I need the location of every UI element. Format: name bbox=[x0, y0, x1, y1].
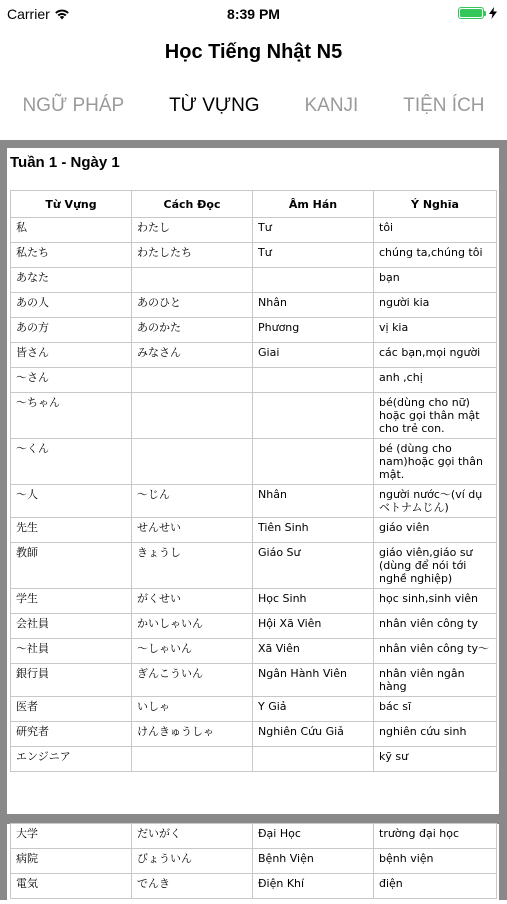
charging-icon bbox=[489, 7, 497, 19]
table-row bbox=[11, 664, 497, 697]
table-cell: 会社員 bbox=[11, 614, 132, 639]
column-header: Ý Nghĩa bbox=[374, 191, 497, 218]
table-cell: きょうし bbox=[132, 543, 253, 589]
table-cell bbox=[253, 393, 374, 439]
status-bar bbox=[0, 0, 507, 28]
table-row bbox=[11, 874, 497, 899]
table-cell: 研究者 bbox=[11, 722, 132, 747]
tab-utilities[interactable]: TIỆN ÍCH bbox=[403, 95, 485, 116]
table-row bbox=[11, 518, 497, 543]
table-cell: ～ちゃん bbox=[11, 393, 132, 439]
table-cell: bạn bbox=[374, 268, 497, 293]
table-cell: Hội Xã Viên bbox=[253, 614, 374, 639]
table-cell: ～しゃいん bbox=[132, 639, 253, 664]
table-cell: giáo viên bbox=[374, 518, 497, 543]
table-cell: ～さん bbox=[11, 368, 132, 393]
table-cell: Y Giả bbox=[253, 697, 374, 722]
table-cell: あのかた bbox=[132, 318, 253, 343]
table-row bbox=[11, 639, 497, 664]
carrier-label: Carrier bbox=[7, 6, 50, 22]
table-cell: 皆さん bbox=[11, 343, 132, 368]
table-header-row bbox=[11, 191, 497, 218]
table-cell: あの人 bbox=[11, 293, 132, 318]
table-cell: わたし bbox=[132, 218, 253, 243]
table-cell: わたしたち bbox=[132, 243, 253, 268]
table-row bbox=[11, 485, 497, 518]
vocabulary-table-continued bbox=[10, 823, 497, 899]
table-cell: tôi bbox=[374, 218, 497, 243]
table-row bbox=[11, 439, 497, 485]
table-cell: điện bbox=[374, 874, 497, 899]
table-cell: エンジニア bbox=[11, 747, 132, 772]
table-cell bbox=[253, 439, 374, 485]
tab-vocabulary[interactable]: TỪ VỰNG bbox=[169, 95, 260, 116]
table-cell: びょういん bbox=[132, 849, 253, 874]
column-header: Cách Đọc bbox=[132, 191, 253, 218]
table-cell: Đại Học bbox=[253, 824, 374, 849]
table-cell: nhân viên công ty bbox=[374, 614, 497, 639]
table-cell: giáo viên,giáo sư (dùng để nói tới nghề nghiệp) bbox=[374, 543, 497, 589]
table-cell: Giai bbox=[253, 343, 374, 368]
table-cell bbox=[253, 268, 374, 293]
lesson-heading: Tuần 1 - Ngày 1 bbox=[10, 154, 120, 171]
table-cell: Điện Khí bbox=[253, 874, 374, 899]
table-cell: Xã Viên bbox=[253, 639, 374, 664]
table-cell bbox=[253, 368, 374, 393]
table-cell: だいがく bbox=[132, 824, 253, 849]
table-cell: các bạn,mọi người bbox=[374, 343, 497, 368]
table-row bbox=[11, 849, 497, 874]
table-cell: でんき bbox=[132, 874, 253, 899]
column-header: Từ Vựng bbox=[11, 191, 132, 218]
table-cell: trường đại học bbox=[374, 824, 497, 849]
table-cell: bé(dùng cho nữ) hoặc gọi thân mật cho trẻ con. bbox=[374, 393, 497, 439]
battery bbox=[458, 7, 497, 19]
table-row bbox=[11, 722, 497, 747]
table-cell: Nhân bbox=[253, 293, 374, 318]
table-cell: 医者 bbox=[11, 697, 132, 722]
table-cell: anh ,chị bbox=[374, 368, 497, 393]
document-page bbox=[7, 148, 499, 814]
table-cell: がくせい bbox=[132, 589, 253, 614]
table-row bbox=[11, 243, 497, 268]
table-cell: いしゃ bbox=[132, 697, 253, 722]
table-cell: Nhân bbox=[253, 485, 374, 518]
table-cell: bé (dùng cho nam)hoặc gọi thân mật. bbox=[374, 439, 497, 485]
table-cell: vị kia bbox=[374, 318, 497, 343]
table-row bbox=[11, 268, 497, 293]
table-cell: けんきゅうしゃ bbox=[132, 722, 253, 747]
table-row bbox=[11, 614, 497, 639]
table-cell: あのひと bbox=[132, 293, 253, 318]
table-cell: みなさん bbox=[132, 343, 253, 368]
table-cell: Tiên Sinh bbox=[253, 518, 374, 543]
tab-bar bbox=[0, 76, 507, 136]
table-cell: 先生 bbox=[11, 518, 132, 543]
table-cell: học sinh,sinh viên bbox=[374, 589, 497, 614]
column-header: Âm Hán bbox=[253, 191, 374, 218]
table-cell: 病院 bbox=[11, 849, 132, 874]
vocabulary-table bbox=[10, 190, 497, 772]
table-cell: nhân viên công ty～ bbox=[374, 639, 497, 664]
table-row bbox=[11, 218, 497, 243]
table-cell: あなた bbox=[11, 268, 132, 293]
table-cell: bác sĩ bbox=[374, 697, 497, 722]
table-cell: ～くん bbox=[11, 439, 132, 485]
table-row bbox=[11, 589, 497, 614]
table-row bbox=[11, 824, 497, 849]
table-row bbox=[11, 543, 497, 589]
table-cell: せんせい bbox=[132, 518, 253, 543]
table-cell: Giáo Sư bbox=[253, 543, 374, 589]
table-cell: 大学 bbox=[11, 824, 132, 849]
table-cell: あの方 bbox=[11, 318, 132, 343]
table-cell bbox=[132, 368, 253, 393]
table-cell: 私たち bbox=[11, 243, 132, 268]
table-cell bbox=[132, 393, 253, 439]
table-row bbox=[11, 747, 497, 772]
table-cell: 学生 bbox=[11, 589, 132, 614]
app-title: Học Tiếng Nhật N5 bbox=[164, 41, 343, 63]
document-page bbox=[7, 824, 499, 904]
table-cell: Ngân Hành Viên bbox=[253, 664, 374, 697]
table-cell: ぎんこういん bbox=[132, 664, 253, 697]
table-cell: Tư bbox=[253, 218, 374, 243]
table-row bbox=[11, 368, 497, 393]
tab-grammar[interactable]: NGỮ PHÁP bbox=[22, 95, 125, 116]
document-viewer[interactable] bbox=[0, 140, 507, 900]
table-row bbox=[11, 343, 497, 368]
table-cell: Bệnh Viện bbox=[253, 849, 374, 874]
table-cell: ～じん bbox=[132, 485, 253, 518]
table-cell: người nước～(ví dụ ベトナムじん) bbox=[374, 485, 497, 518]
table-cell: Tư bbox=[253, 243, 374, 268]
table-row bbox=[11, 697, 497, 722]
table-cell: chúng ta,chúng tôi bbox=[374, 243, 497, 268]
table-cell bbox=[132, 268, 253, 293]
table-cell: kỹ sư bbox=[374, 747, 497, 772]
table-cell bbox=[132, 747, 253, 772]
table-cell: かいしゃいん bbox=[132, 614, 253, 639]
table-row bbox=[11, 393, 497, 439]
table-cell: 銀行員 bbox=[11, 664, 132, 697]
table-cell bbox=[132, 439, 253, 485]
table-cell: 電気 bbox=[11, 874, 132, 899]
battery-icon bbox=[458, 7, 484, 19]
table-row bbox=[11, 318, 497, 343]
table-cell: 教師 bbox=[11, 543, 132, 589]
table-cell: người kia bbox=[374, 293, 497, 318]
table-cell: 私 bbox=[11, 218, 132, 243]
table-cell bbox=[253, 747, 374, 772]
table-cell: nghiên cứu sinh bbox=[374, 722, 497, 747]
table-cell: ～社員 bbox=[11, 639, 132, 664]
table-row bbox=[11, 293, 497, 318]
table-cell: Phương bbox=[253, 318, 374, 343]
table-cell: nhân viên ngân hàng bbox=[374, 664, 497, 697]
table-cell: ～人 bbox=[11, 485, 132, 518]
tab-kanji[interactable]: KANJI bbox=[304, 95, 359, 116]
clock: 8:39 PM bbox=[227, 6, 280, 22]
table-cell: Nghiên Cứu Giả bbox=[253, 722, 374, 747]
table-cell: bệnh viện bbox=[374, 849, 497, 874]
table-cell: Học Sinh bbox=[253, 589, 374, 614]
